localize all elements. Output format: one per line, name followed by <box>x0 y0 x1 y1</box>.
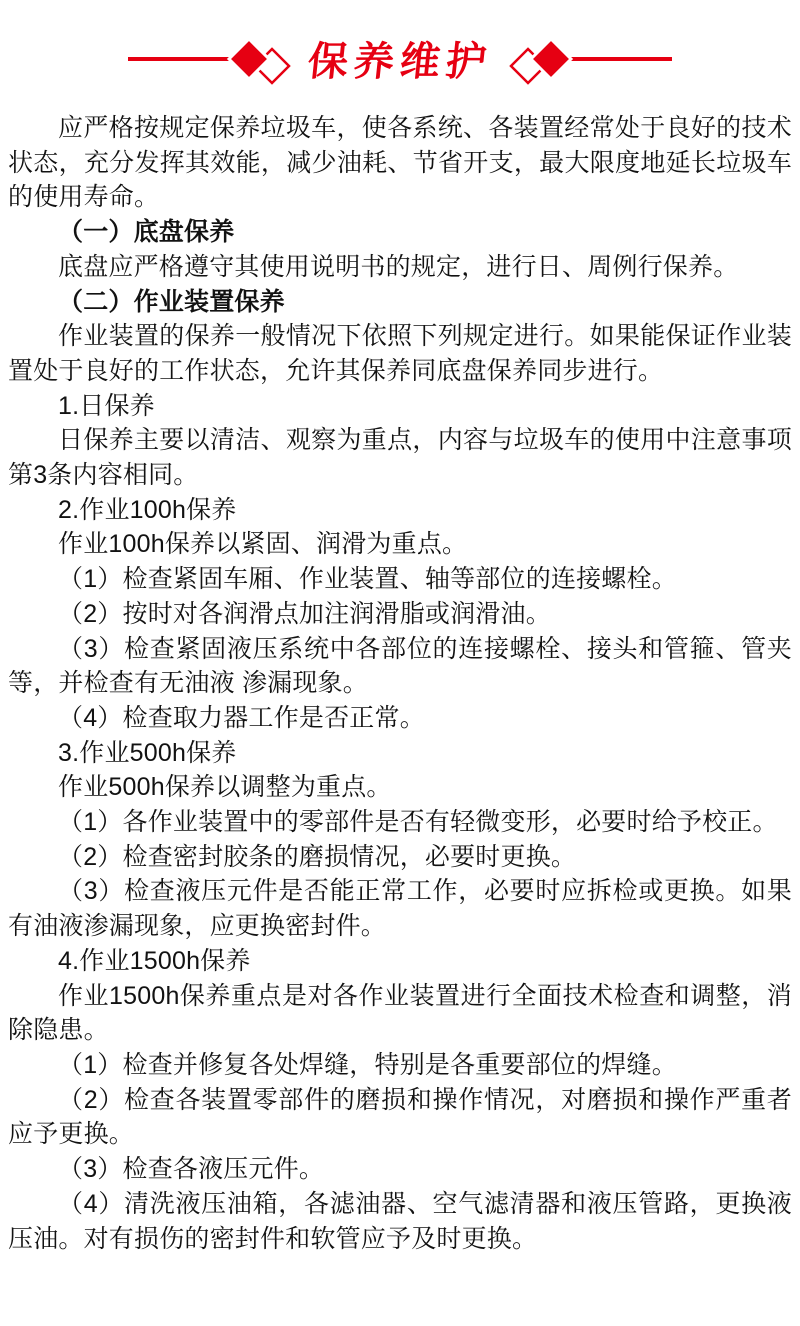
article-body <box>0 111 800 1256</box>
page-title: 保养维护 <box>305 40 495 84</box>
body-paragraph: （1）检查紧固车厢、作业装置、轴等部位的连接螺栓。 <box>58 565 677 594</box>
body-paragraph: 1.日保养 <box>58 391 155 420</box>
body-paragraph: 作业500h保养以调整为重点。 <box>58 773 392 802</box>
body-paragraph: （3）检查紧固液压系统中各部位的连接螺栓、接头和管箍、管夹等，并检查有无油液 渗漏现象。 <box>8 634 792 698</box>
body-paragraph: （2）检查各装置零部件的磨损和操作情况，对磨损和操作严重者应予更换。 <box>8 1085 792 1149</box>
body-paragraph: （3）检查液压元件是否能正常工作，必要时应拆检或更换。如果有油液渗漏现象，应更换密封件。 <box>8 877 792 941</box>
left-diamond-ornament-icon <box>128 27 296 97</box>
body-paragraph: （2）检查密封胶条的磨损情况，必要时更换。 <box>58 842 577 871</box>
body-paragraph: 作业1500h保养重点是对各作业装置进行全面技术检查和调整，消除隐患。 <box>8 981 792 1045</box>
right-diamond-ornament-icon <box>504 27 672 97</box>
body-paragraph: （1）检查并修复各处焊缝，特别是各重要部位的焊缝。 <box>58 1050 677 1079</box>
body-paragraph: 作业100h保养以紧固、润滑为重点。 <box>58 530 468 559</box>
body-paragraph: 底盘应严格遵守其使用说明书的规定，进行日、周例行保养。 <box>58 252 739 281</box>
body-paragraph: 日保养主要以清洁、观察为重点，内容与垃圾车的使用中注意事项第3条内容相同。 <box>8 426 792 490</box>
body-paragraph: （3）检查各液压元件。 <box>58 1155 325 1184</box>
body-paragraph: （4）清洗液压油箱，各滤油器、空气滤清器和液压管路，更换液压油。对有损伤的密封件和软管应予及时更换。 <box>8 1189 792 1253</box>
body-paragraph: 作业装置的保养一般情况下依照下列规定进行。如果能保证作业装置处于良好的工作状态，允许其保养同底盘保养同步进行。 <box>8 322 792 385</box>
body-paragraph: 2.作业100h保养 <box>58 495 237 524</box>
page <box>0 26 800 1326</box>
body-paragraph: 3.作业500h保养 <box>58 738 237 767</box>
body-paragraph: 应严格按规定保养垃圾车，使各系统、各装置经常处于良好的技术状态，充分发挥其效能，减少油耗、节省开支，最大限度地延长垃圾车的使用寿命。 <box>8 114 792 212</box>
section-header <box>0 26 800 98</box>
body-paragraph: （2）按时对各润滑点加注润滑脂或润滑油。 <box>58 599 551 628</box>
body-paragraph: 4.作业1500h保养 <box>58 946 251 975</box>
body-paragraph: （4）检查取力器工作是否正常。 <box>58 703 425 732</box>
section-heading: （一）底盘保养 <box>58 218 235 247</box>
section-heading: （二）作业装置保养 <box>58 287 285 316</box>
body-paragraph: （1）各作业装置中的零部件是否有轻微变形，必要时给予校正。 <box>58 808 778 837</box>
